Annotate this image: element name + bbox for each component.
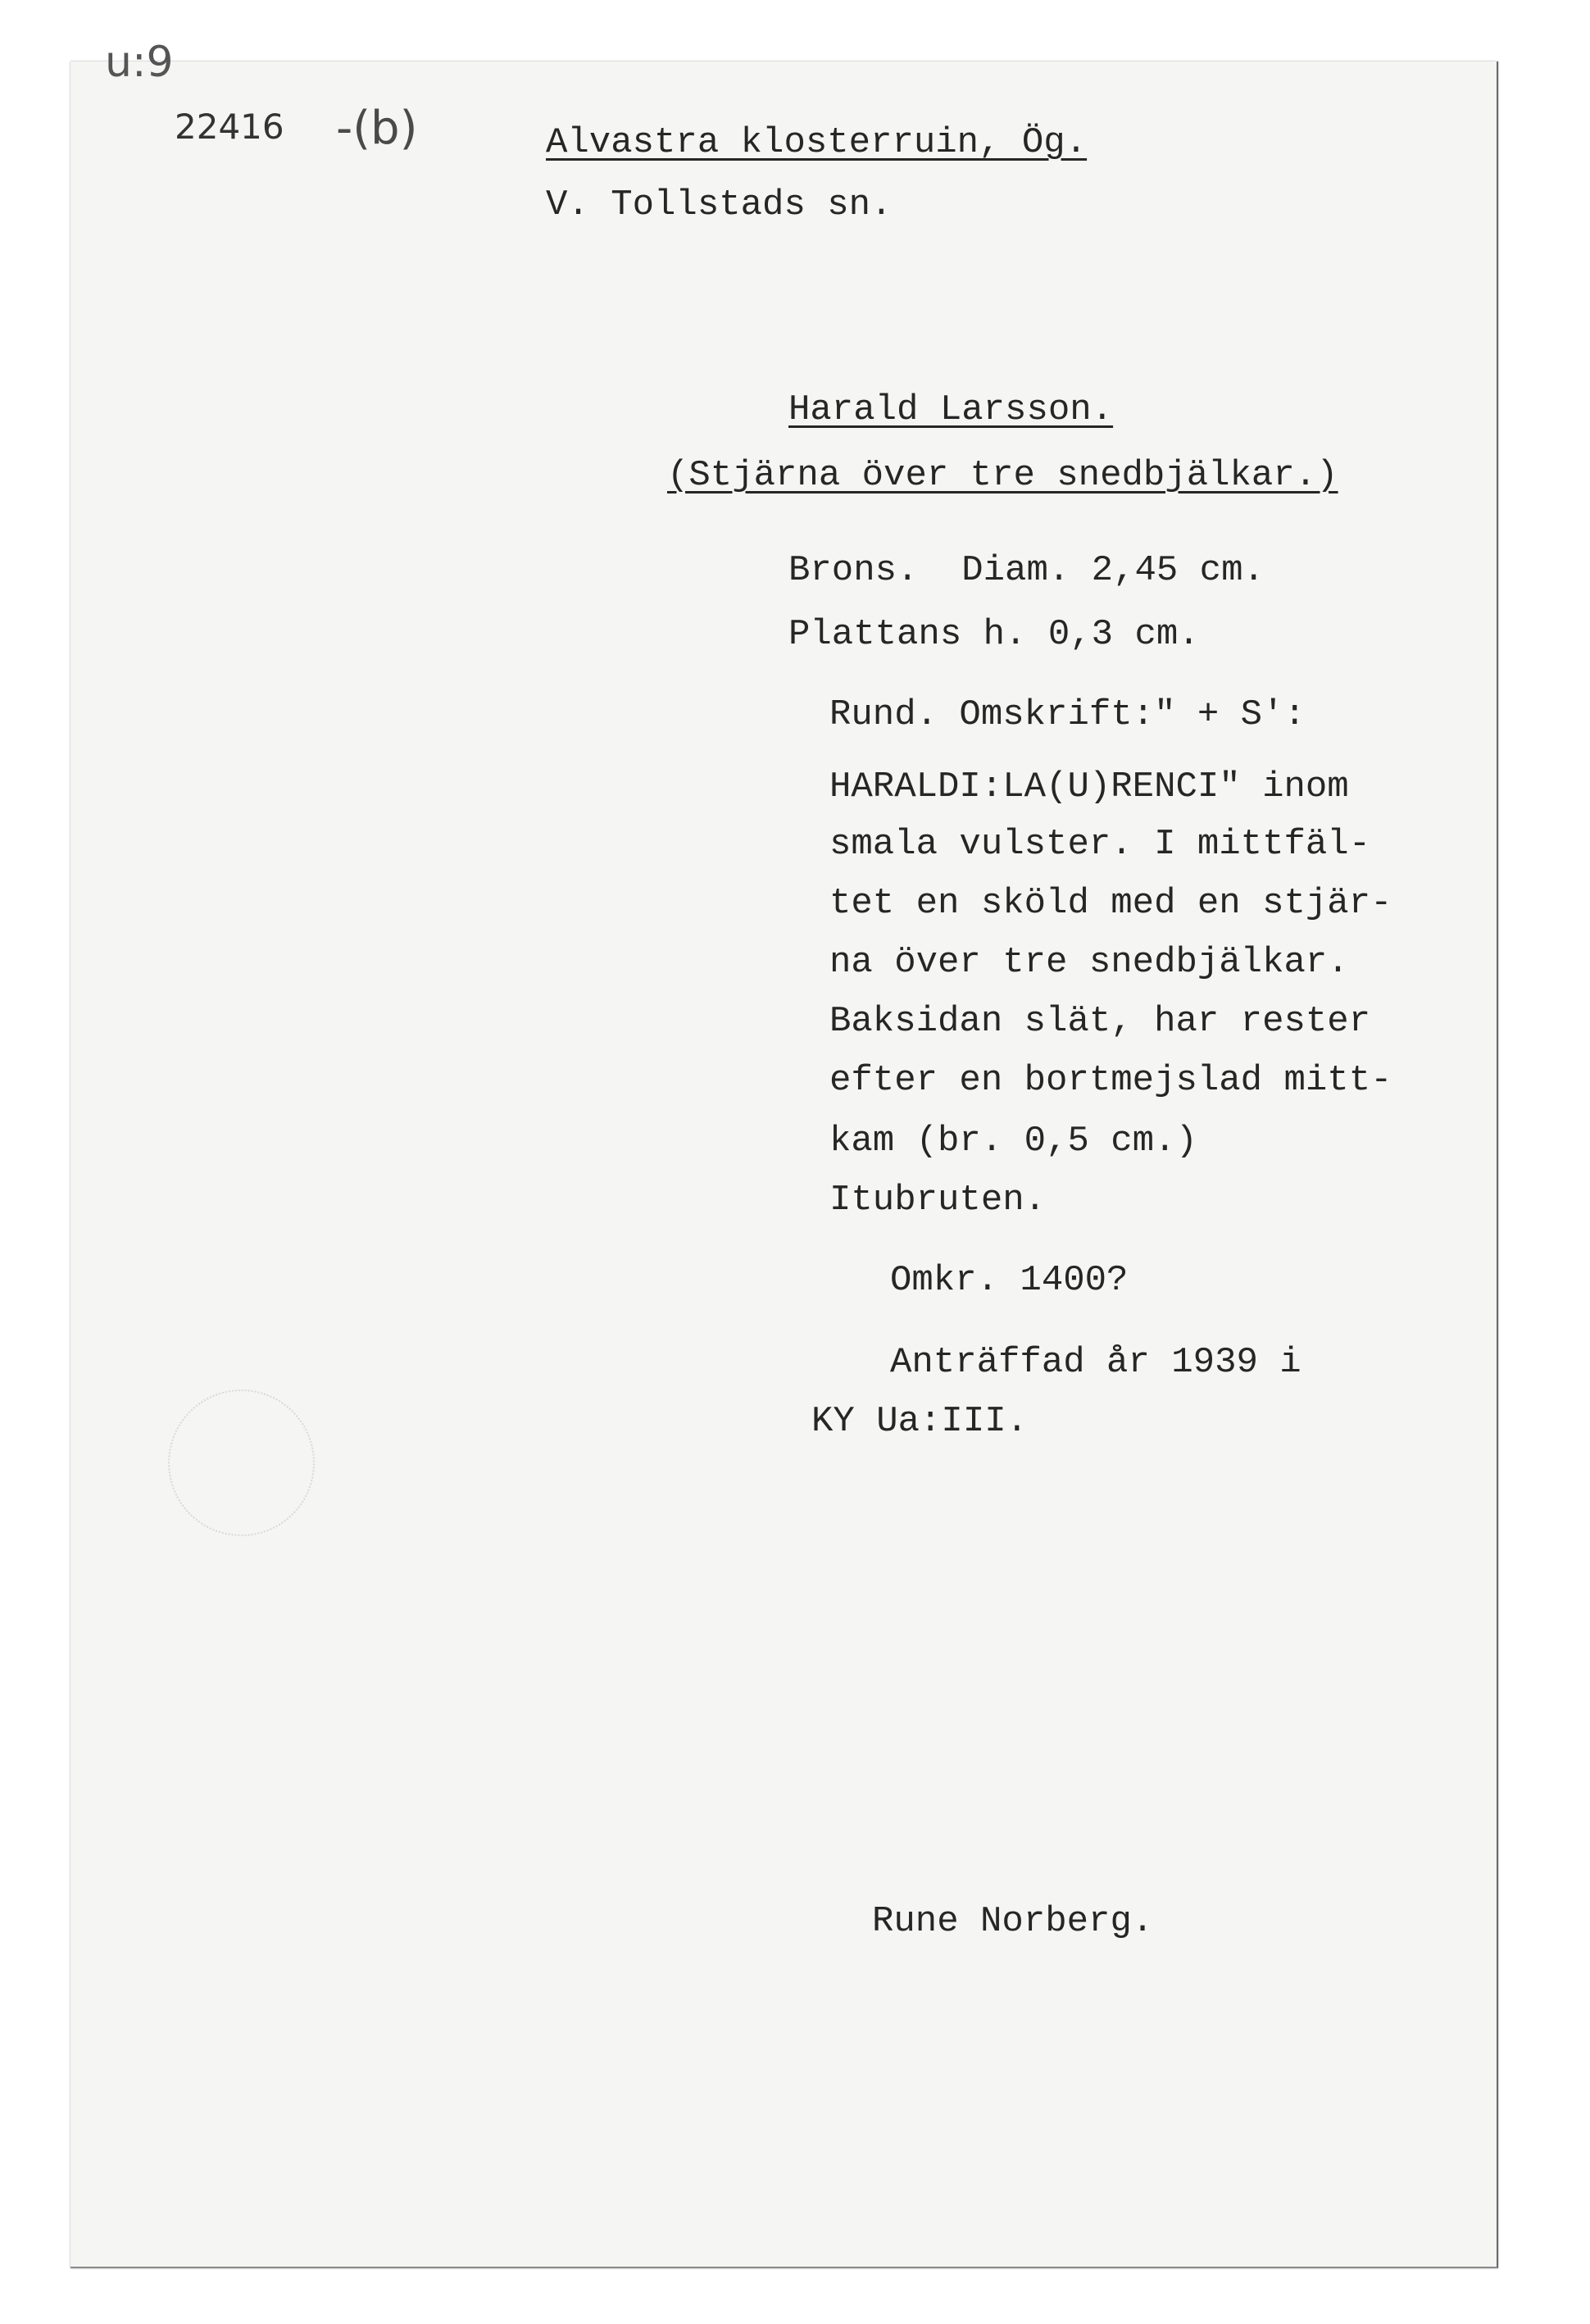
- catalog-suffix: -(b): [336, 102, 418, 155]
- seal-motif: (Stjärna över tre snedbjälkar.): [667, 455, 1338, 496]
- catalog-card: [70, 61, 1498, 2268]
- description-line: kam (br. 0,5 cm.): [829, 1121, 1197, 1162]
- parish: V. Tollstads sn.: [546, 184, 893, 225]
- faint-stamp-mark: [168, 1389, 315, 1536]
- place-title: Alvastra klosterruin, Ög.: [546, 122, 1088, 163]
- dating: Omkr. 1400?: [890, 1260, 1129, 1301]
- found-line: KY Ua:III.: [811, 1401, 1029, 1442]
- description-line: smala vulster. I mittfäl-: [829, 824, 1371, 865]
- description-line: Rund. Omskrift:" + S':: [829, 694, 1306, 735]
- description-line: efter en bortmejslad mitt-: [829, 1060, 1392, 1101]
- corner-code: u:9: [105, 38, 174, 87]
- owner-name: Harald Larsson.: [788, 389, 1114, 430]
- material-line: Brons. Diam. 2,45 cm.: [788, 550, 1265, 591]
- description-line: na över tre snedbjälkar.: [829, 942, 1349, 983]
- found-line: Anträffad år 1939 i: [890, 1342, 1302, 1383]
- author-signature: Rune Norberg.: [872, 1901, 1154, 1942]
- plate-height-line: Plattans h. 0,3 cm.: [788, 614, 1200, 655]
- catalog-number: 22416: [175, 107, 284, 147]
- description-line: HARALDI:LA(U)RENCI" inom: [829, 766, 1349, 807]
- description-line: tet en sköld med en stjär-: [829, 883, 1392, 924]
- description-line: Baksidan slät, har rester: [829, 1001, 1371, 1042]
- description-line: Itubruten.: [829, 1180, 1047, 1221]
